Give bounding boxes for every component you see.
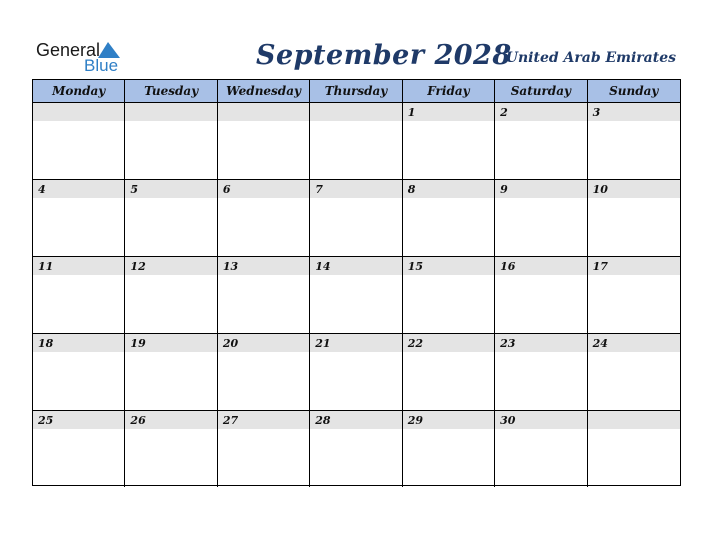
day-number: 3 bbox=[592, 106, 601, 119]
day-cell bbox=[403, 334, 495, 410]
day-number: 30 bbox=[500, 414, 516, 427]
day-cell bbox=[403, 180, 495, 256]
day-number: 7 bbox=[315, 183, 323, 196]
day-number: 9 bbox=[500, 183, 508, 196]
day-number-bar bbox=[403, 180, 494, 198]
day-number-bar bbox=[218, 103, 309, 121]
day-cell bbox=[310, 411, 402, 487]
day-number: 25 bbox=[38, 414, 54, 427]
day-cell bbox=[218, 257, 310, 333]
day-cell bbox=[33, 257, 125, 333]
day-cell bbox=[33, 103, 125, 179]
day-cell bbox=[218, 180, 310, 256]
day-number: 21 bbox=[315, 337, 331, 350]
day-number-bar bbox=[218, 180, 309, 198]
day-number: 26 bbox=[130, 414, 146, 427]
day-number: 22 bbox=[407, 337, 424, 350]
day-number-bar bbox=[403, 103, 494, 121]
day-number-bar bbox=[125, 180, 216, 198]
day-cell bbox=[588, 103, 680, 179]
logo bbox=[36, 40, 136, 76]
country-label: United Arab Emirates bbox=[505, 50, 676, 66]
day-cell bbox=[310, 334, 402, 410]
day-number-bar bbox=[495, 180, 586, 198]
day-number: 11 bbox=[38, 260, 54, 273]
calendar-grid bbox=[32, 79, 681, 486]
day-number: 5 bbox=[130, 183, 139, 196]
day-number: 6 bbox=[222, 183, 231, 196]
day-cell bbox=[33, 411, 125, 487]
day-number: 19 bbox=[130, 337, 146, 350]
day-number: 14 bbox=[315, 260, 331, 273]
day-number-bar bbox=[310, 103, 401, 121]
day-cell bbox=[495, 411, 587, 487]
day-cell bbox=[125, 334, 217, 410]
week-row bbox=[33, 257, 680, 334]
day-number-bar bbox=[33, 180, 124, 198]
day-cell bbox=[588, 180, 680, 256]
day-number: 16 bbox=[500, 260, 516, 273]
weekday-tuesday: Tuesday bbox=[125, 80, 217, 102]
day-number: 27 bbox=[222, 414, 239, 427]
weekday-monday: Monday bbox=[33, 80, 125, 102]
day-number: 23 bbox=[500, 337, 516, 350]
day-cell bbox=[310, 257, 402, 333]
day-cell bbox=[33, 180, 125, 256]
day-cell bbox=[588, 334, 680, 410]
day-number: 29 bbox=[407, 414, 424, 427]
weekday-thursday: Thursday bbox=[310, 80, 402, 102]
logo-blue-text: Blue bbox=[84, 56, 119, 75]
day-cell bbox=[588, 411, 680, 487]
day-cell bbox=[495, 103, 587, 179]
day-cell bbox=[125, 103, 217, 179]
day-number: 2 bbox=[500, 106, 508, 119]
day-number-bar bbox=[588, 411, 680, 429]
day-number-bar bbox=[33, 103, 124, 121]
day-cell bbox=[310, 103, 402, 179]
week-row bbox=[33, 334, 680, 411]
day-cell bbox=[495, 257, 587, 333]
day-number: 17 bbox=[592, 260, 608, 273]
day-number: 20 bbox=[222, 337, 239, 350]
day-number: 12 bbox=[130, 260, 146, 273]
week-row bbox=[33, 411, 680, 487]
day-cell bbox=[403, 257, 495, 333]
day-cell bbox=[218, 334, 310, 410]
day-number: 18 bbox=[38, 337, 54, 350]
day-number: 1 bbox=[407, 106, 416, 119]
week-row bbox=[33, 103, 680, 180]
weekday-header bbox=[33, 80, 680, 103]
week-row bbox=[33, 180, 680, 257]
day-cell bbox=[310, 180, 402, 256]
day-number: 13 bbox=[222, 260, 239, 273]
day-number: 28 bbox=[315, 414, 331, 427]
day-cell bbox=[125, 257, 217, 333]
weekday-friday: Friday bbox=[403, 80, 495, 102]
day-cell bbox=[218, 103, 310, 179]
day-cell bbox=[495, 334, 587, 410]
day-number: 4 bbox=[38, 183, 46, 196]
day-cell bbox=[218, 411, 310, 487]
weeks-container bbox=[33, 103, 680, 487]
day-number-bar bbox=[495, 103, 586, 121]
logo-general-text: General bbox=[36, 40, 101, 60]
day-cell bbox=[125, 411, 217, 487]
day-number: 24 bbox=[592, 337, 608, 350]
day-cell bbox=[495, 180, 587, 256]
day-number-bar bbox=[310, 180, 401, 198]
day-number-bar bbox=[125, 103, 216, 121]
page-title: September 2028 bbox=[256, 40, 512, 71]
day-cell bbox=[403, 103, 495, 179]
weekday-wednesday: Wednesday bbox=[218, 80, 310, 102]
weekday-sunday: Sunday bbox=[609, 84, 659, 98]
day-cell bbox=[588, 257, 680, 333]
day-number: 8 bbox=[407, 183, 416, 196]
day-cell bbox=[403, 411, 495, 487]
day-cell bbox=[33, 334, 125, 410]
day-number: 15 bbox=[407, 260, 424, 273]
day-number-bar bbox=[588, 103, 680, 121]
day-number: 10 bbox=[592, 183, 608, 196]
day-cell bbox=[125, 180, 217, 256]
weekday-saturday: Saturday bbox=[495, 80, 587, 102]
